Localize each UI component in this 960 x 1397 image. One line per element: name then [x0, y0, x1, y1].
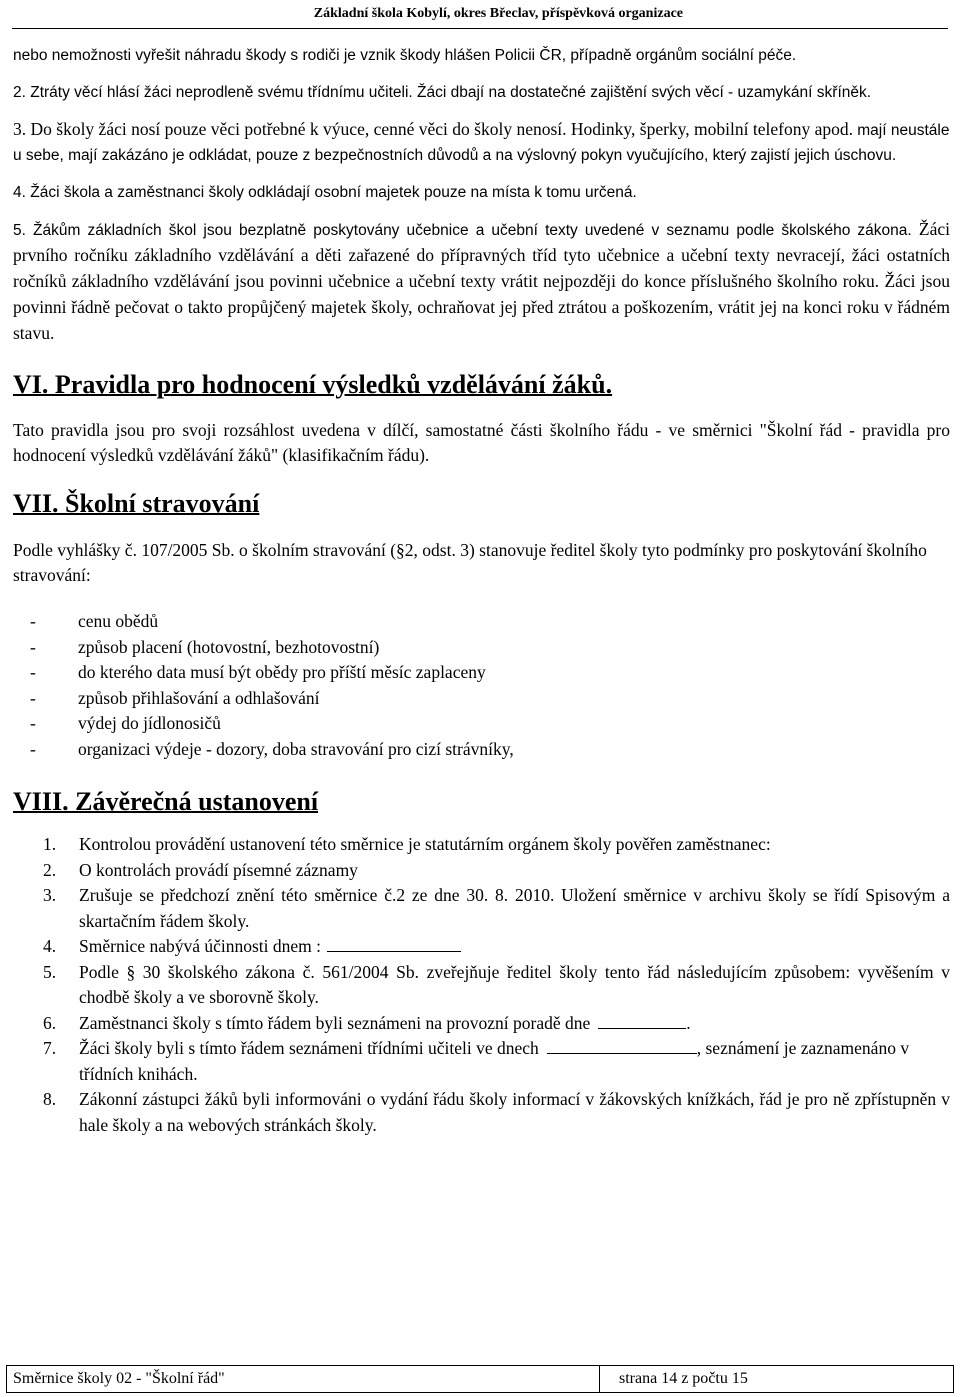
list-item: 2. O kontrolách provádí písemné záznamy: [43, 859, 358, 880]
header-rule: [12, 28, 948, 29]
footer-divider: [599, 1366, 600, 1392]
section-6-heading: VI. Pravidla pro hodnocení výsledků vzdělávání žáků.: [13, 370, 613, 399]
meal-conditions-list: [13, 609, 950, 762]
paragraph-valuables-part2: mají neustále u sebe, mají zakázáno je odkládat, pouze z bezpečnostních důvodů a na výslovný pokyn vyučujícího, který zajistí jejich úschovu.: [13, 122, 950, 164]
paragraph-lost-items: 2. Ztráty věcí hlásí žáci neprodleně svému třídnímu učiteli. Žáci dbají na dostatečné zajištění svých věcí - uzamykání skříněk.: [13, 84, 872, 101]
document-body: [13, 43, 950, 1138]
list-item: 1. Kontrolou provádění ustanovení této směrnice je statutárním orgánem školy pověřen zaměstnanec:: [43, 834, 771, 854]
list-item: 3. Zrušuje se předchozí znění této směrnice č.2 ze dne 30. 8. 2010. Uložení směrnice v archivu školy se řídí Spisovým a skartačním řádem školy.: [43, 885, 950, 931]
section-7-heading: VII. Školní stravování: [13, 489, 260, 518]
paragraph-textbooks-part2: Žáci prvního ročníku základního vzdělávání a děti zařazené do přípravných tříd tyto učebnice a učební texty nevracejí, žáci ostatních ročníků základního vzdělávání jsou povinni učebnice a učební texty vrátit nejpozději do konce příslušného školního roku. Žáci jsou povinni řádně pečovat o takto propůjčený majetek školy, ochraňovat jej před ztrátou a poškozením, vrátit jej na konci roku v řádném stavu.: [13, 219, 950, 343]
list-item: 8. Zákonní zástupci žáků byli informováni o vydání řádu školy informací v žákovských knížkách, řád je pro ně zpřístupněn v hale školy a na webových stránkách školy.: [43, 1089, 950, 1135]
list-item: - způsob přihlašování a odhlašování: [30, 687, 320, 708]
list-item: 5. Podle § 30 školského zákona č. 561/2004 Sb. zveřejňuje ředitel školy tento řád následujícím způsobem: vyvěšením v chodbě školy a ve sborovně školy.: [43, 961, 950, 1007]
list-item: - způsob placení (hotovostní, bezhotovostní): [30, 636, 380, 657]
list-item: 6. Zaměstnanci školy s tímto řádem byli seznámeni na provozní poradě dne .: [43, 1012, 691, 1033]
date-blank: [547, 1037, 697, 1054]
paragraph-personal-property: 4. Žáci škola a zaměstnanci školy odkládají osobní majetek pouze na místa k tomu určená.: [13, 184, 637, 201]
section-8-heading: VIII. Závěrečná ustanovení: [13, 787, 319, 816]
list-item: 7. Žáci školy byli s tímto řádem seznámeni třídními učiteli ve dnech , seznámení je zaznamenáno v třídních knihách.: [43, 1038, 910, 1084]
paragraph-textbooks-part1: 5. Žákům základních škol jsou bezplatně poskytovány učebnice a učební texty uvedené v seznamu podle školského zákona.: [13, 222, 912, 239]
paragraph-textbooks: [13, 217, 950, 347]
list-item: - organizaci výdeje - dozory, doba stravování pro cizí strávníky,: [30, 738, 514, 759]
page-footer: [6, 1365, 954, 1393]
footer-page-number: strana 14 z počtu 15: [619, 1370, 748, 1387]
section-7-text: Podle vyhlášky č. 107/2005 Sb. o školním stravování (§2, odst. 3) stanovuje ředitel školy tyto podmínky pro poskytování školního stravování:: [13, 540, 927, 585]
footer-document-name: Směrnice školy 02 - "Školní řád": [13, 1370, 225, 1387]
paragraph-valuables: [13, 117, 950, 168]
list-item: - cenu obědů: [30, 611, 159, 631]
date-blank: [598, 1012, 686, 1029]
section-6-text: Tato pravidla jsou pro svoji rozsáhlost uvedena v dílčí, samostatné části školního řádu - ve směrnici "Školní řád - pravidla pro hodnocení výsledků vzdělávání žáků" (klasifikačním řádu).: [13, 420, 950, 465]
list-item: - výdej do jídlonosičů: [30, 713, 221, 733]
paragraph-valuables-part1: 3. Do školy žáci nosí pouze věci potřebné k výuce, cenné věci do školy nenosí. Hodinky, šperky, mobilní telefony apod.: [13, 119, 853, 139]
list-item: - do kterého data musí být obědy pro příští měsíc zaplaceny: [30, 662, 486, 682]
final-provisions-list: [13, 832, 950, 1138]
date-blank: [327, 935, 461, 952]
paragraph-damage: nebo nemožnosti vyřešit náhradu škody s rodiči je vznik škody hlášen Policii ČR, případně orgánům sociální péče.: [13, 47, 797, 64]
list-item: 4. Směrnice nabývá účinnosti dnem :: [13, 934, 950, 960]
header-organization: Základní škola Kobylí, okres Břeclav, příspěvková organizace: [313, 6, 683, 21]
